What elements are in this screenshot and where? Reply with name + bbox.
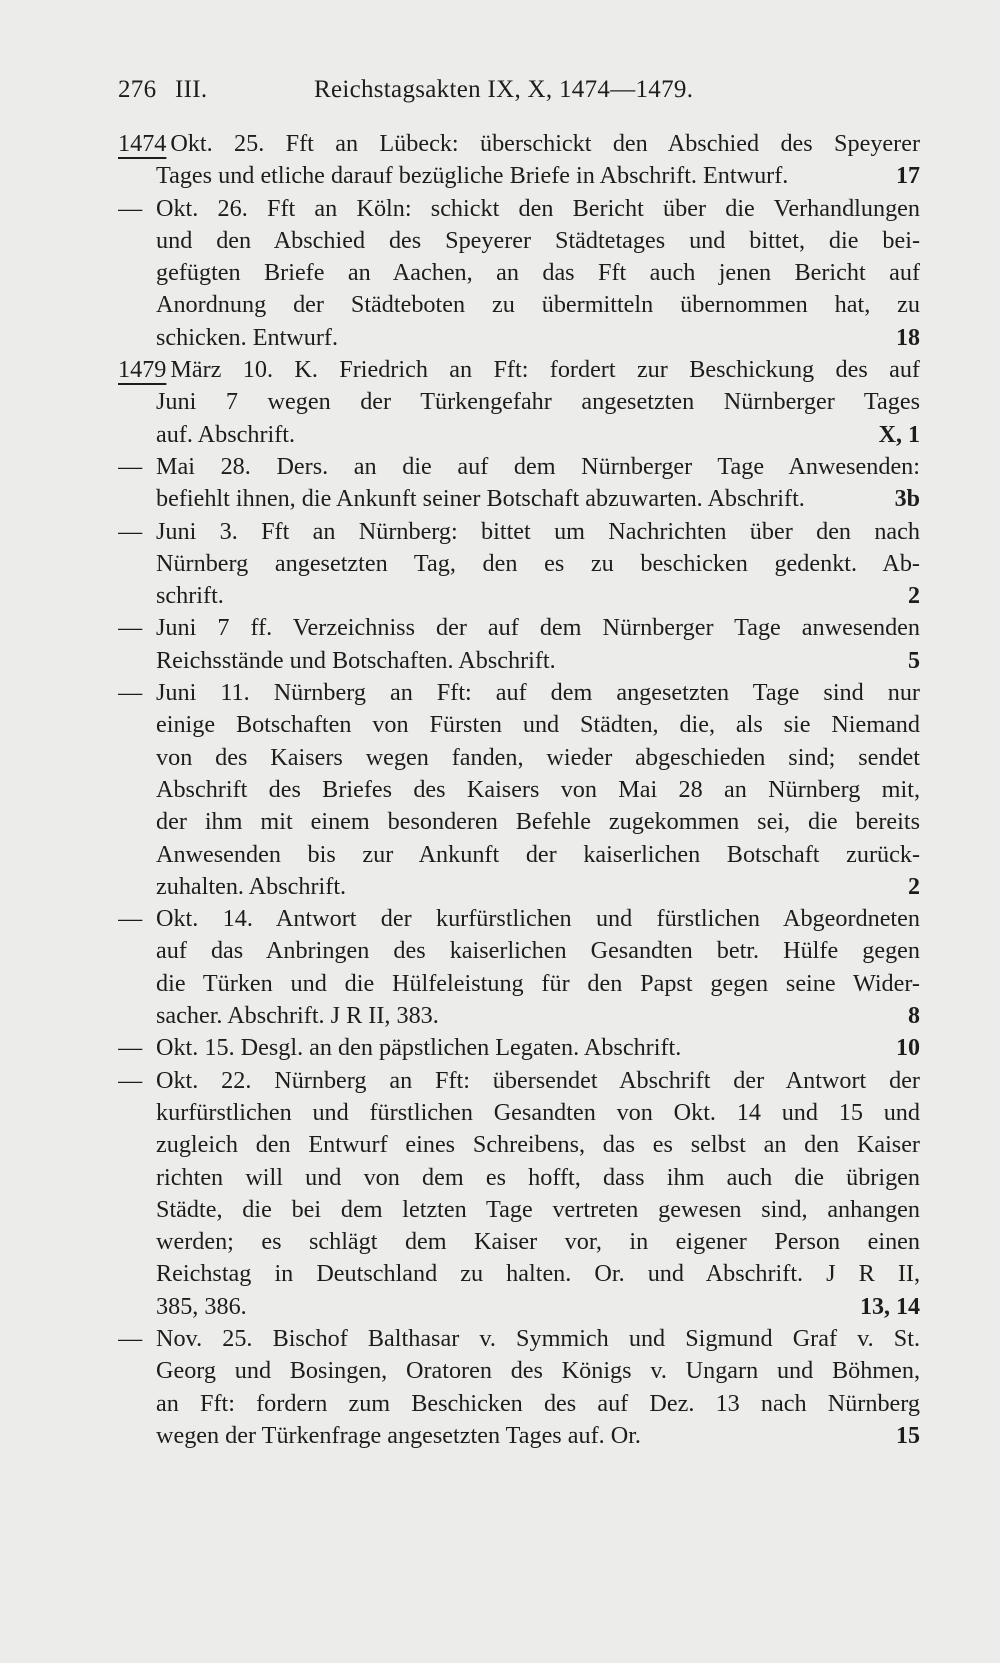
entry-row (118, 1097, 920, 1129)
entry-text: Reichstag in Deutschland zu halten. Or. und Abschrift. J R II, (156, 1260, 920, 1288)
entry-row (118, 1291, 920, 1323)
document-number: 10 (896, 1035, 920, 1062)
entry-text: Juni 7 wegen der Türkengefahr angesetzten Nürnberger Tages (156, 388, 920, 416)
entry-text: einige Botschaften von Fürsten und Städten, die, als sie Niemand (156, 711, 920, 739)
entry-text: befiehlt ihnen, die Ankunft seiner Botschaft abzuwarten. Abschrift. (156, 485, 805, 513)
entry-row (118, 1323, 920, 1355)
entry-text: Okt. 25. Fft an Lübeck: überschickt den Abschied des Speyerer (170, 130, 920, 157)
entry-line (118, 774, 920, 806)
entry-line (118, 1065, 920, 1097)
calendar-entry (118, 193, 920, 354)
entry-text: Okt. 14. Antwort der kurfürstlichen und fürstlichen Abgeordneten (156, 905, 920, 933)
entry-text: Juni 3. Fft an Nürnberg: bittet um Nachrichten über den nach (156, 517, 920, 545)
entry-row (118, 1258, 920, 1290)
entry-line (118, 871, 920, 903)
entry-text: sacher. Abschrift. J R II, 383. (156, 1002, 439, 1030)
running-title: Reichstagsakten IX, X, 1474—1479. (313, 76, 694, 103)
entry-row (118, 774, 920, 806)
entry-row (118, 354, 920, 386)
entry-line (118, 289, 920, 321)
entry-row (118, 322, 920, 354)
entry-text: Mai 28. Ders. an die auf dem Nürnberger Tage Anwesenden: (156, 452, 920, 480)
entry-text: auf. Abschrift. (156, 420, 296, 448)
page-number: 276 (118, 76, 157, 103)
entry-line (118, 935, 920, 967)
entry-text: Juni 7 ff. Verzeichniss der auf dem Nürnberger Tage anwesenden (156, 614, 920, 642)
entry-row (118, 1420, 920, 1452)
entry-row (118, 160, 920, 192)
calendar-entry (118, 1323, 920, 1452)
entry-text: Reichsstände und Botschaften. Abschrift. (156, 646, 556, 674)
entry-line (118, 1162, 920, 1194)
entry-text: Anordnung der Städteboten zu übermitteln übernommen hat, zu (156, 291, 920, 319)
calendar-entry (118, 1032, 920, 1064)
document-number: 13, 14 (860, 1293, 920, 1320)
entry-text: März 10. K. Friedrich an Fft: fordert zur Beschickung des auf (170, 356, 920, 384)
entry-row (118, 548, 920, 580)
entry-line (118, 709, 920, 741)
entry-line (118, 612, 920, 644)
entry-text: Nov. 25. Bischof Balthasar v. Symmich und Sigmund Graf v. St. (156, 1324, 920, 1352)
entry-dash: — (118, 679, 143, 707)
entry-dash: — (118, 614, 143, 642)
entry-text: und den Abschied des Speyerer Städtetages und bittet, die bei- (156, 226, 920, 254)
entry-dash: — (118, 905, 143, 933)
entry-text: Okt. 26. Fft an Köln: schickt den Bericht über die Verhandlungen (156, 194, 920, 222)
entry-line (118, 806, 920, 838)
entry-line (118, 257, 920, 289)
entry-row (118, 903, 920, 935)
entry-text: Städte, die bei dem letzten Tage vertreten gewesen sind, anhangen (156, 1195, 920, 1223)
entry-row (118, 1162, 920, 1194)
entry-line (118, 1291, 920, 1323)
calendar-entry (118, 516, 920, 613)
calendar-entry (118, 451, 920, 516)
entry-line (118, 354, 920, 386)
entry-row (118, 645, 920, 677)
document-number: 2 (908, 583, 920, 610)
entry-row (118, 839, 920, 871)
entry-line (118, 1355, 920, 1387)
document-number: 15 (896, 1422, 920, 1449)
entry-year: 1479 (118, 356, 167, 384)
entry-text: 385, 386. (156, 1292, 247, 1320)
entry-text: von des Kaisers wegen fanden, wieder abgeschieden sind; sendet (156, 743, 920, 771)
entry-row (118, 935, 920, 967)
calendar-entry (118, 1065, 920, 1323)
entry-line (118, 419, 920, 451)
entry-dash: — (118, 194, 143, 222)
entry-row (118, 968, 920, 1000)
entry-text: Georg und Bosingen, Oratoren des Königs v. Ungarn und Böhmen, (156, 1357, 920, 1385)
entry-row (118, 1000, 920, 1032)
entry-line (118, 1226, 920, 1258)
calendar-entry (118, 354, 920, 451)
entry-row (118, 225, 920, 257)
entry-line (118, 1388, 920, 1420)
entry-row (118, 516, 920, 548)
entry-line (118, 903, 920, 935)
entry-text: kurfürstlichen und fürstlichen Gesandten von Okt. 14 und 15 und (156, 1098, 920, 1126)
entry-text: auf das Anbringen des kaiserlichen Gesandten betr. Hülfe gegen (156, 937, 920, 965)
document-number: 5 (908, 647, 920, 674)
entry-row (118, 1129, 920, 1161)
entry-line (118, 677, 920, 709)
entry-row (118, 612, 920, 644)
entry-line (118, 1032, 920, 1064)
entry-line (118, 128, 920, 160)
entry-text: werden; es schlägt dem Kaiser vor, in eigener Person einen (156, 1228, 920, 1256)
entry-text: Okt. 22. Nürnberg an Fft: übersendet Abschrift der Antwort der (156, 1066, 920, 1094)
calendar-entry (118, 128, 920, 193)
entry-dash: — (118, 1066, 143, 1094)
entry-row (118, 1194, 920, 1226)
entry-dash: — (118, 517, 143, 545)
entry-row (118, 128, 920, 160)
document-number: X, 1 (878, 421, 920, 448)
entry-row (118, 742, 920, 774)
entry-line (118, 968, 920, 1000)
entry-row (118, 806, 920, 838)
document-number: 2 (908, 873, 920, 900)
entry-text: Anwesenden bis zur Ankunft der kaiserlichen Botschaft zurück- (156, 840, 920, 868)
entry-row (118, 451, 920, 483)
entry-row (118, 709, 920, 741)
entry-text: die Türken und die Hülfeleistung für den Papst gegen seine Wider- (156, 969, 920, 997)
entry-line (118, 322, 920, 354)
entry-line (118, 516, 920, 548)
entry-row (118, 483, 920, 515)
entry-row (118, 1226, 920, 1258)
entry-row (118, 193, 920, 225)
entry-row (118, 289, 920, 321)
entry-text: Abschrift des Briefes des Kaisers von Mai 28 an Nürnberg mit, (156, 775, 920, 803)
document-number: 17 (896, 163, 920, 190)
entry-line (118, 1194, 920, 1226)
entry-text: wegen der Türkenfrage angesetzten Tages auf. Or. (156, 1421, 641, 1449)
entry-line (118, 1097, 920, 1129)
entry-text: Okt. 15. Desgl. an den päpstlichen Legaten. Abschrift. (156, 1034, 682, 1062)
entry-text: zugleich den Entwurf eines Schreibens, das es selbst an den Kaiser (156, 1131, 920, 1159)
entry-line (118, 839, 920, 871)
entry-line (118, 451, 920, 483)
section-number: III. (174, 76, 208, 103)
entry-text: Nürnberg angesetzten Tag, den es zu beschicken gedenkt. Ab- (156, 549, 920, 577)
entry-text: Tages und etliche darauf bezügliche Briefe in Abschrift. Entwurf. (156, 162, 789, 190)
calendar-entry (118, 612, 920, 677)
entry-text: zuhalten. Abschrift. (156, 872, 347, 900)
entry-line (118, 1323, 920, 1355)
page-header (118, 76, 918, 104)
entry-text: richten will und von dem es hofft, dass ihm auch die übrigen (156, 1163, 920, 1191)
entry-text: schicken. Entwurf. (156, 323, 339, 351)
entry-text: Juni 11. Nürnberg an Fft: auf dem angesetzten Tage sind nur (156, 679, 920, 707)
entry-dash: — (118, 1324, 143, 1352)
entry-line (118, 483, 920, 515)
entry-text: schrift. (156, 582, 224, 610)
entry-dash: — (118, 1034, 143, 1062)
entry-row (118, 1388, 920, 1420)
entry-line (118, 580, 920, 612)
entry-row (118, 1032, 920, 1064)
entry-line (118, 386, 920, 418)
document-number: 8 (908, 1003, 920, 1030)
document-number: 3b (894, 486, 920, 513)
entry-line (118, 645, 920, 677)
calendar-entries (118, 128, 920, 1452)
entry-dash: — (118, 452, 143, 480)
entry-text: der ihm mit einem besonderen Befehle zugekommen sei, die bereits (156, 808, 920, 836)
calendar-entry (118, 677, 920, 903)
entry-line (118, 193, 920, 225)
entry-line (118, 1129, 920, 1161)
entry-text: gefügten Briefe an Aachen, an das Fft auch jenen Bericht auf (156, 259, 920, 287)
entry-line (118, 1258, 920, 1290)
entry-row (118, 1065, 920, 1097)
entry-text: an Fft: fordern zum Beschicken des auf Dez. 13 nach Nürnberg (156, 1389, 920, 1417)
entry-line (118, 225, 920, 257)
calendar-entry (118, 903, 920, 1032)
entry-row (118, 419, 920, 451)
entry-year: 1474 (118, 130, 167, 157)
entry-row (118, 677, 920, 709)
entry-line (118, 548, 920, 580)
entry-line (118, 1000, 920, 1032)
entry-line (118, 1420, 920, 1452)
entry-row (118, 1355, 920, 1387)
entry-row (118, 257, 920, 289)
entry-line (118, 742, 920, 774)
document-number: 18 (896, 324, 920, 351)
entry-row (118, 580, 920, 612)
entry-row (118, 871, 920, 903)
entry-row (118, 386, 920, 418)
entry-line (118, 160, 920, 192)
